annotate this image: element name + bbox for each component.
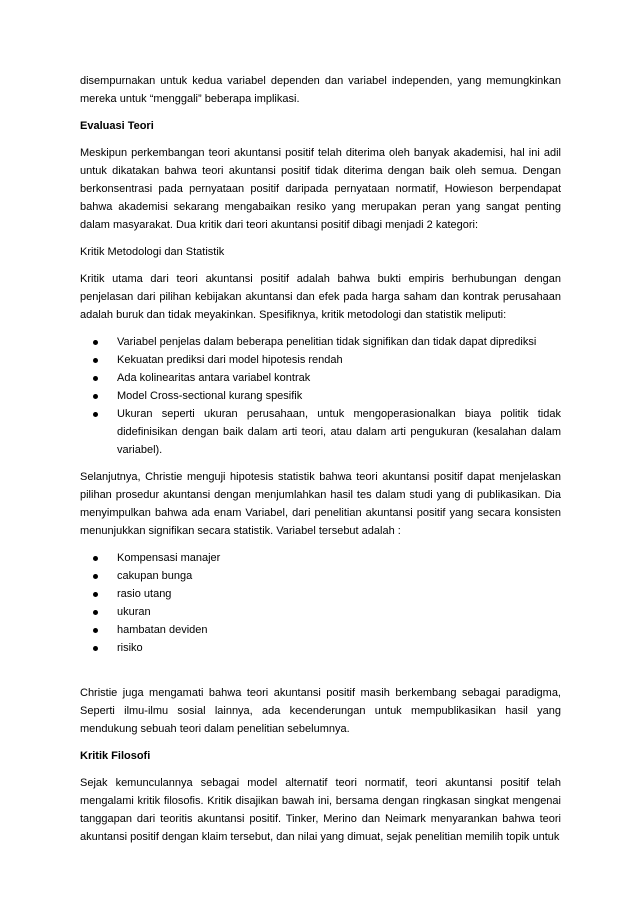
list-item: Model Cross-sectional kurang spesifik [80, 387, 561, 405]
document-page [80, 72, 561, 855]
list-item: Kekuatan prediksi dari model hipotesis rendah [80, 351, 561, 369]
list-item: Ukuran seperti ukuran perusahaan, untuk mengoperasionalkan biaya politik tidak didefinisikan dengan baik dalam arti teori, atau dalam arti pengukuran (kesalahan dalam variabel). [80, 405, 561, 459]
list-item: Variabel penjelas dalam beberapa penelitian tidak signifikan dan tidak dapat diprediksi [80, 333, 561, 351]
heading-kritik-filosofi: Kritik Filosofi [80, 750, 151, 762]
paragraph-filosofi: Sejak kemunculannya sebagai model alternatif teori normatif, teori akuntansi positif telah mengalami kritik filosofis. Kritik disajikan bawah ini, bersama dengan ringkasan singkat mengenai tanggapan dari teoritis akuntansi positif. Tinker, Merino dan Neimark menyarankan bahwa teori akuntansi positif dengan klaim tersebut, dan nilai yang dimuat, sejak penelitian memilih topik untuk [80, 777, 561, 843]
list-item: Kompensasi manajer [80, 549, 561, 567]
list-item: hambatan deviden [80, 621, 561, 639]
list-item: rasio utang [80, 585, 561, 603]
list-kritik-metodologi [80, 333, 561, 459]
list-item: cakupan bunga [80, 567, 561, 585]
list-item: risiko [80, 639, 561, 657]
list-variabel [80, 549, 561, 657]
list-item: ukuran [80, 603, 561, 621]
paragraph-paradigma: Christie juga mengamati bahwa teori akuntansi positif masih berkembang sebagai paradigma, Seperti ilmu-ilmu sosial lainnya, ada kecenderungan untuk mempublikasikan hasil yang mendukung sebuah teori dalam penelitian sebelumnya. [80, 687, 561, 735]
paragraph-metodologi: Kritik utama dari teori akuntansi positif adalah bahwa bukti empiris berhubungan dengan penjelasan dari pilihan kebijakan akuntansi dan efek pada harga saham dan kontrak perusahaan adalah buruk dan tidak meyakinkan. Spesifiknya, kritik metodologi dan statistik meliputi: [80, 273, 561, 321]
spacer [80, 666, 561, 684]
paragraph-christie: Selanjutnya, Christie menguji hipotesis statistik bahwa teori akuntansi positif dapat menjelaskan pilihan prosedur akuntansi dengan menjumlahkan hasil tes dalam studi yang di publikasikan. Dia menyimpulkan bahwa ada enam Variabel, dari penelitian akuntansi positif yang secara konsisten menunjukkan signifikan secara statistik. Variabel tersebut adalah : [80, 471, 561, 537]
paragraph-evaluasi: Meskipun perkembangan teori akuntansi positif telah diterima oleh banyak akademisi, hal ini adil untuk dikatakan bahwa teori akuntansi positif tidak diterima dengan baik oleh semua. Dengan berkonsentrasi pada pernyataan positif daripada pernyataan normatif, Howieson berpendapat bahwa akademisi sekarang mengabaikan resiko yang merupakan peran yang sangat penting dalam masyarakat. Dua kritik dari teori akuntansi positif dibagi menjadi 2 kategori: [80, 147, 561, 231]
heading-evaluasi-teori: Evaluasi Teori [80, 120, 154, 132]
paragraph-intro: disempurnakan untuk kedua variabel dependen dan variabel independen, yang memungkinkan mereka untuk “menggali” beberapa implikasi. [80, 75, 561, 105]
heading-kritik-metodologi: Kritik Metodologi dan Statistik [80, 246, 225, 258]
list-item: Ada kolinearitas antara variabel kontrak [80, 369, 561, 387]
